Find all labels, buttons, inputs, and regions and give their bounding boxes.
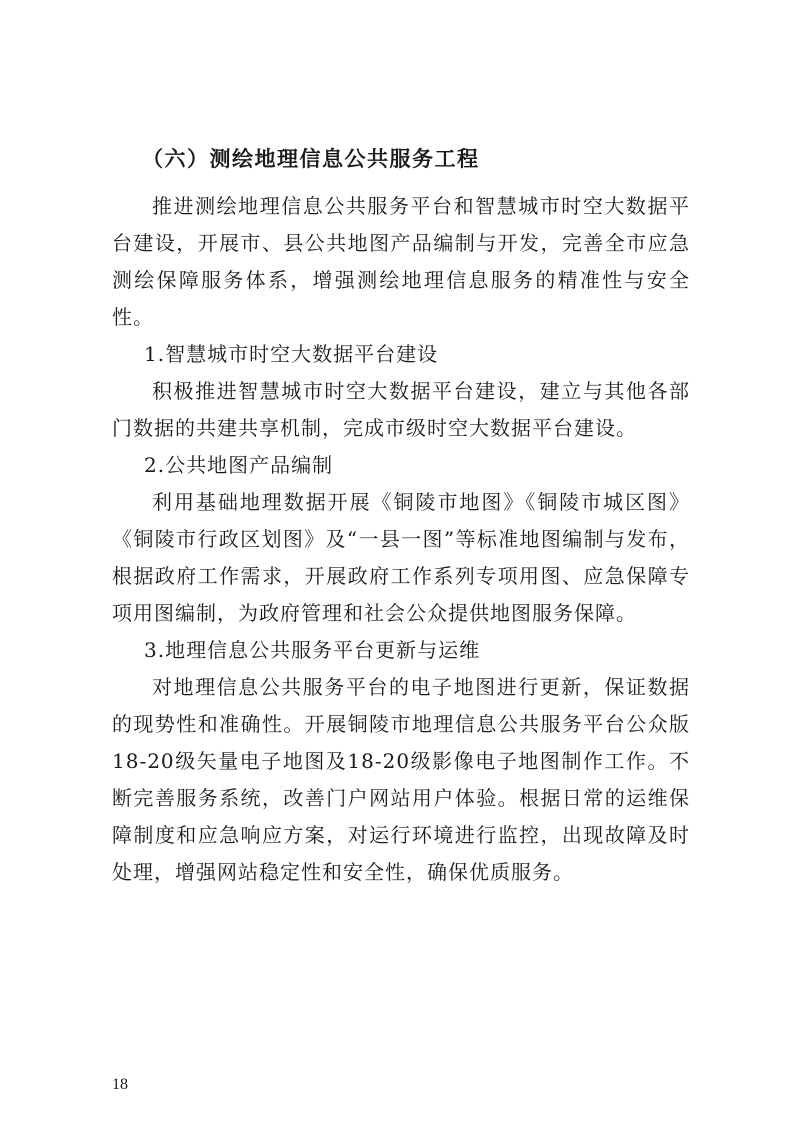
item-2-body: 利用基础地理数据开展《铜陵市地图》《铜陵市城区图》《铜陵市行政区划图》及“一县一图”等标准地图编制与发布，根据政府工作需求，开展政府工作系列专项用图、应急保障专项用图编制，为政府管理和社会公众提供地图服务保障。 [112,490,690,625]
document-body [112,140,690,891]
section-heading: （六）测绘地理信息公共服务工程 [142,146,480,171]
item-1-title: 1.智慧城市时空大数据平台建设 [144,342,439,366]
item-2-title: 2.公共地图产品编制 [144,453,334,477]
item-3-body: 对地理信息公共服务平台的电子地图进行更新，保证数据的现势性和准确性。开展铜陵市地理信息公共服务平台公众版18-20级矢量电子地图及18-20级影像电子地图制作工作。不断完善服务系统，改善门户网站用户体验。根据日常的运维保障制度和应急响应方案，对运行环境进行监控，出现故障及时处理，增强网站稳定性和安全性，确保优质服务。 [112,675,690,884]
page-number: 18 [112,1076,128,1093]
section-intro-paragraph: 推进测绘地理信息公共服务平台和智慧城市时空大数据平台建设，开展市、县公共地图产品编制与开发，完善全市应急测绘保障服务体系，增强测绘地理信息服务的精准性与安全性。 [112,194,690,329]
item-1-body: 积极推进智慧城市时空大数据平台建设，建立与其他各部门数据的共建共享机制，完成市级时空大数据平台建设。 [112,379,690,440]
item-3-title: 3.地理信息公共服务平台更新与运维 [144,638,481,662]
